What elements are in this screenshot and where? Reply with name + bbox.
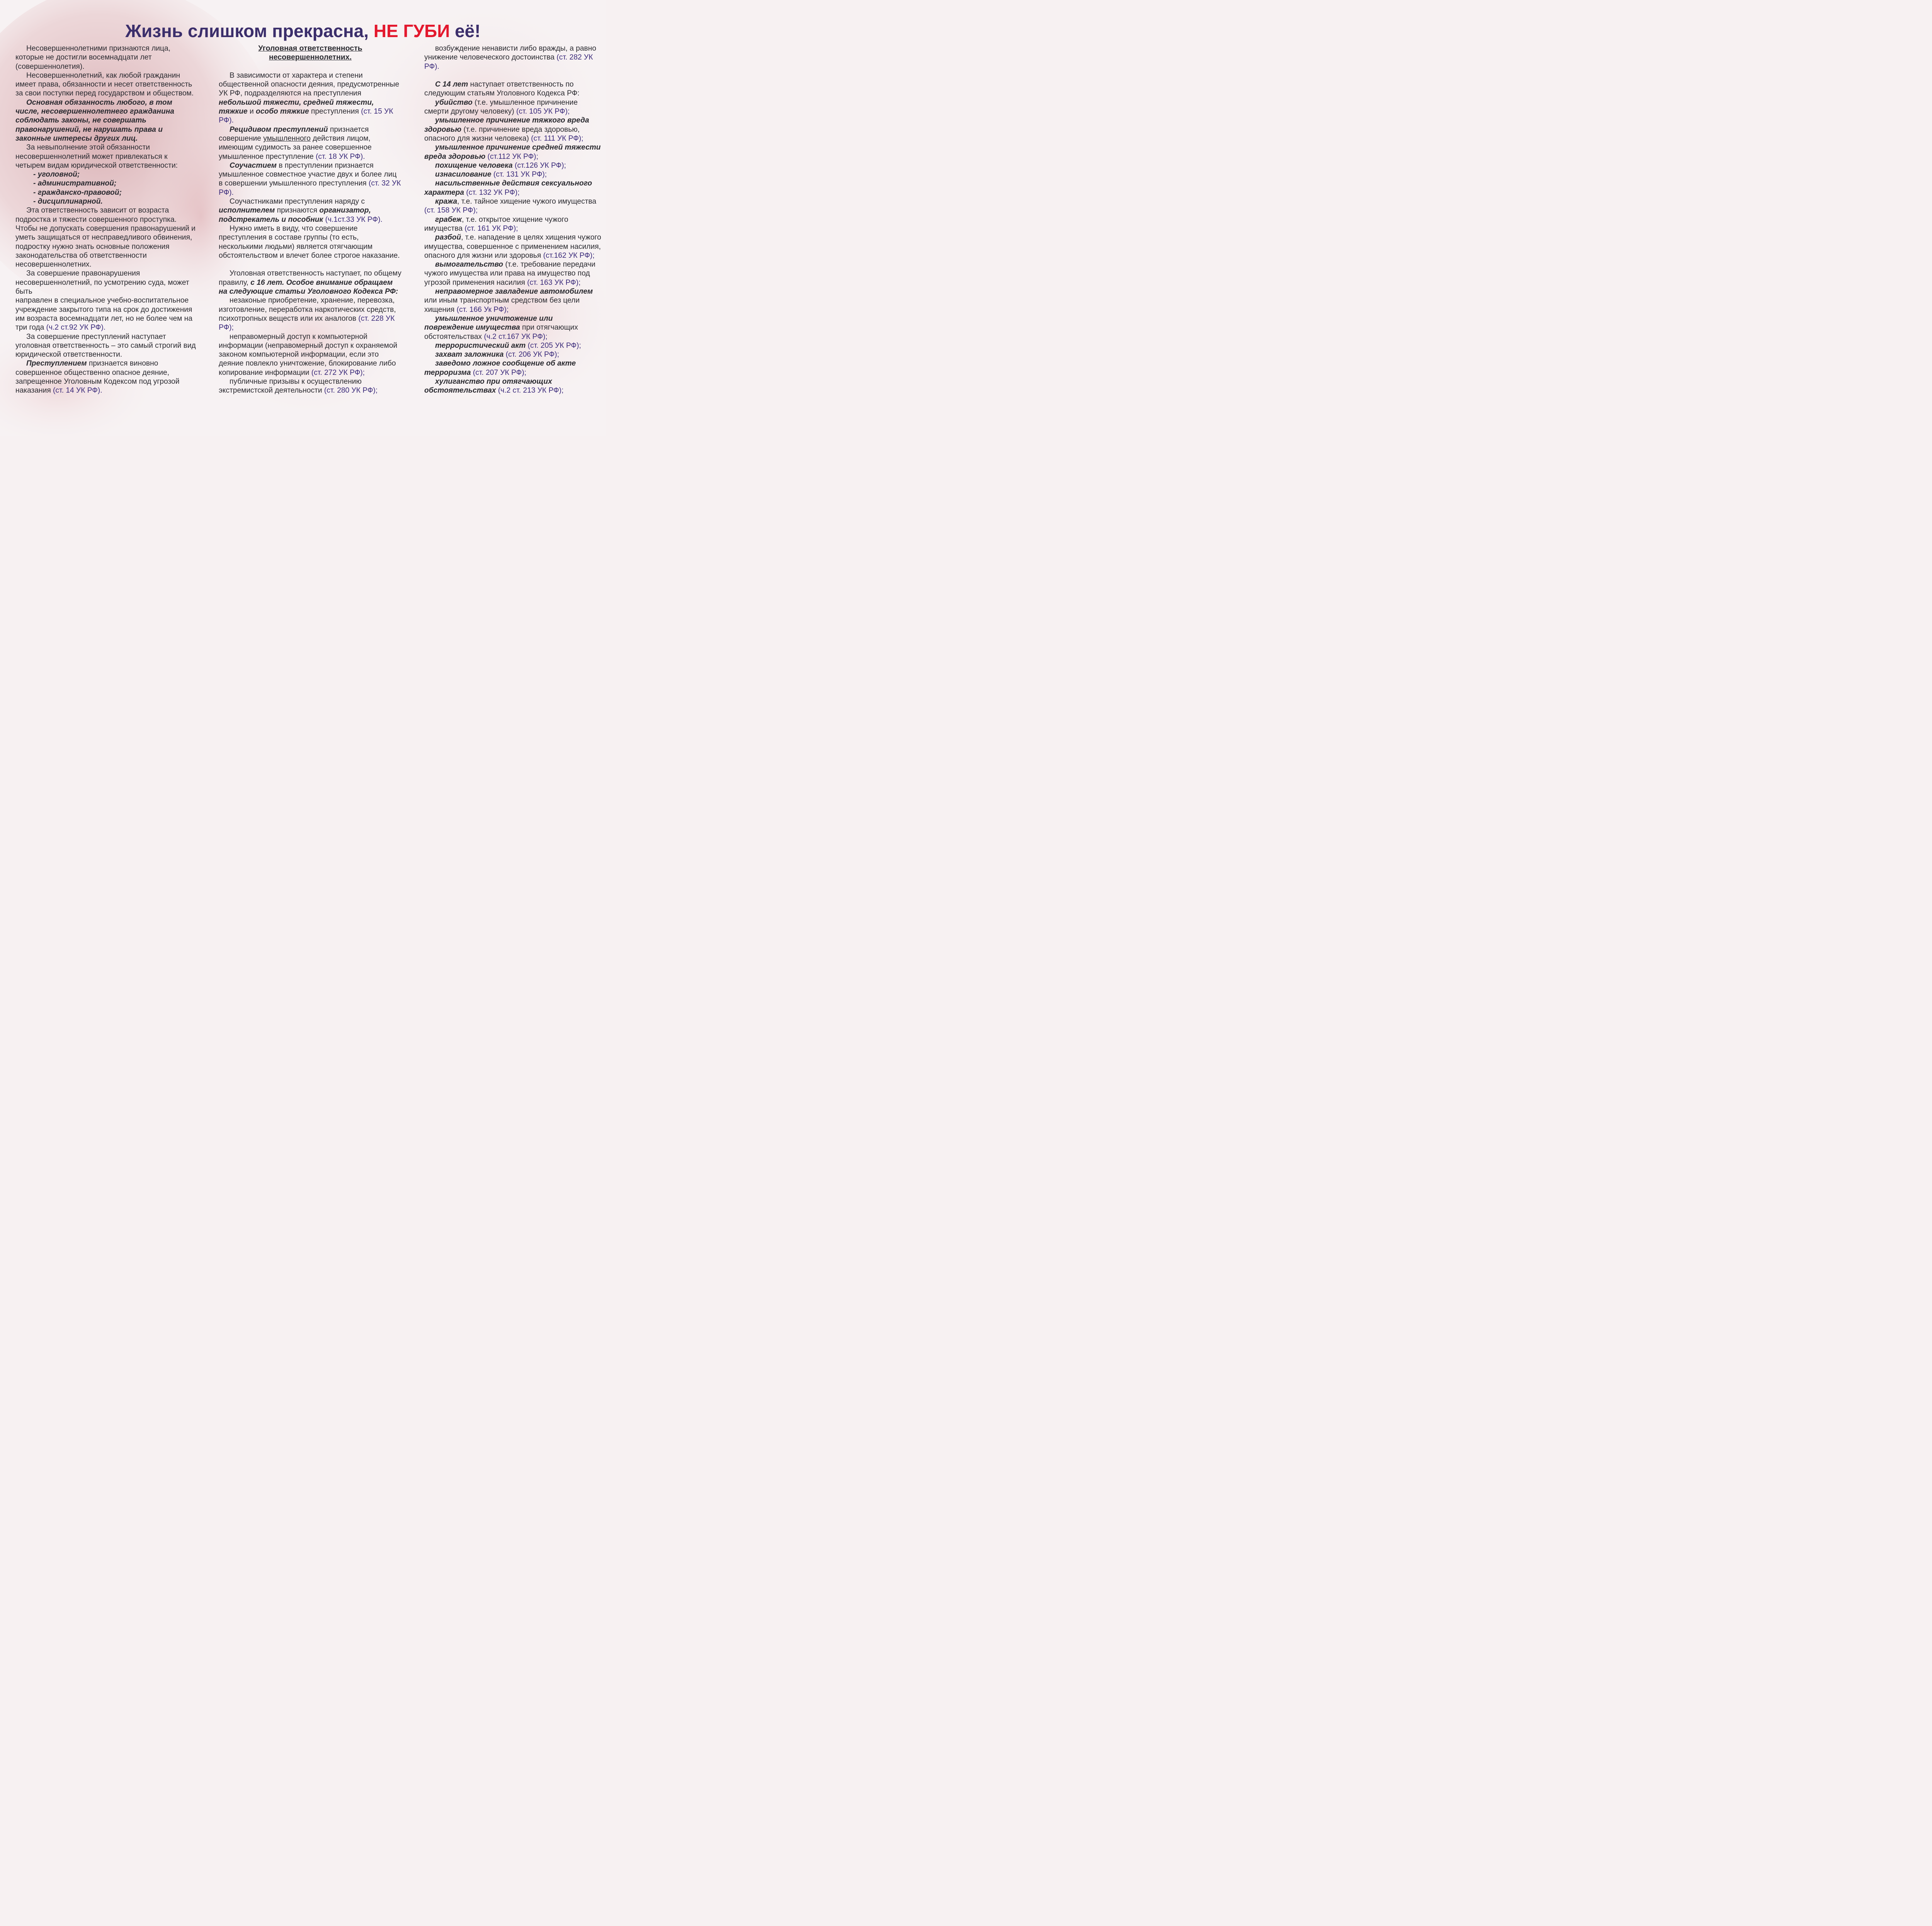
article-reference: (ст. 166 Ук РФ); [456, 305, 509, 314]
page-title: Жизнь слишком прекрасна, НЕ ГУБИ её! [125, 21, 481, 41]
article-reference: (ст. 32 УК РФ). [219, 179, 401, 197]
column-middle [219, 44, 402, 395]
column-right [424, 44, 602, 395]
paragraph: Соучастием в преступлении признается умышленное совместное участие двух и более лиц в совершении умышленного преступления (ст. 32 УК РФ). [219, 161, 401, 197]
list-item: - гражданско-правовой; [33, 188, 122, 197]
section-heading: несовершеннолетних. [269, 53, 352, 62]
article-reference: (ст. 282 УК РФ). [424, 53, 593, 71]
article-reference: (ч.2 ст. 213 УК РФ); [496, 386, 564, 395]
paragraph: незаконые приобретение, хранение, перевозка, изготовление, переработка наркотических средств, психотропных веществ или их аналогов (ст. 228 УК РФ); [219, 296, 396, 332]
list-item: - дисциплинарной. [33, 197, 103, 206]
article-reference: (ст. 205 УК РФ); [526, 341, 581, 350]
article-reference: (ст. 18 УК РФ). [315, 152, 365, 161]
paragraph: В зависимости от характера и степени общественной опасности деяния, предусмотренные УК РФ, подразделяются на преступления небольшой тяжести, средней тяжести, тяжкие и особо тяжкие преступления (ст. 15 УК РФ). [219, 71, 400, 125]
list-item: грабеж, т.е. открытое хищение чужого имущества (ст. 161 УК РФ); [424, 215, 568, 233]
list-item: - уголовной; [33, 170, 80, 179]
article-reference: (ч.2 ст.92 УК РФ). [46, 323, 106, 332]
paragraph: Нужно иметь в виду, что совершение преступления в составе группы (то есть, несколькими людьми) является отягчающим обстоятельством и влечет более строгое наказание. [219, 224, 400, 260]
article-reference: (ст. 228 УК РФ); [219, 314, 395, 332]
article-reference: (ст. 111 УК РФ); [531, 134, 583, 143]
article-reference: (ст. 132 УК РФ); [464, 188, 520, 197]
column-left [15, 44, 197, 395]
article-reference: (ст. 131 УК РФ); [491, 170, 547, 179]
article-reference: (ст.162 УК РФ); [543, 251, 595, 260]
list-item: кража, т.е. тайное хищение чужого имущества (ст. 158 УК РФ); [424, 197, 597, 215]
article-reference: (ст. 105 УК РФ); [516, 107, 570, 116]
paragraph: Уголовная ответственность наступает, по общему правилу, с 16 лет. Особое внимание обращаем на следующие статьи Уголовного Кодекса РФ: [219, 269, 401, 296]
list-item: убийство (т.е. умышленное причинение смерти другому человеку) (ст. 105 УК РФ); [424, 98, 578, 116]
paragraph: Соучастниками преступления наряду с исполнителем признаются организатор, подстрекатель и пособник (ч.1ст.33 УК РФ). [219, 197, 383, 224]
paragraph: За совершение преступлений наступает уголовная ответственность – это самый строгий вид юридической ответственности. [15, 332, 196, 359]
article-reference: (ст. 14 УК РФ). [53, 386, 102, 395]
paragraph: возбуждение ненависти либо вражды, а равно унижение человеческого достоинства (ст. 282 УК РФ). [424, 44, 597, 71]
title-accent: НЕ ГУБИ [373, 21, 450, 41]
list-item: умышленное причинение средней тяжести вреда здоровью (ст.112 УК РФ); [424, 143, 601, 161]
article-reference: (ст.112 УК РФ); [485, 152, 539, 161]
paragraph-emphasis: Основная обязанность любого, в том числе, несовершеннолетнего гражданина соблюдать законы, не совершать правонарушений, не нарушать права и законные интересы других лиц. [15, 98, 174, 143]
paragraph: Несовершеннолетними признаются лица, которые не достигли восемнадцати лет (совершеннолетия). [15, 44, 171, 71]
list-item: неправомерное завладение автомобилем или иным транспортным средством без цели хищения (ст. 166 Ук РФ); [424, 288, 593, 314]
list-item: похищение человека (ст.126 УК РФ); [435, 161, 566, 170]
paragraph: Эта ответственность зависит от возраста подростка и тяжести совершенного проступка. Чтобы не допускать совершения правонарушений и уметь защищаться от несправедливого обвинения, подростку нужно знать основные положения законодательства об ответственности несовершеннолетних. [15, 206, 196, 269]
list-item: насильственные действия сексуального характера (ст. 132 УК РФ); [424, 179, 592, 197]
article-reference: (ч.2 ст.167 УК РФ); [484, 332, 548, 341]
article-reference: (ст. 280 УК РФ); [324, 386, 378, 395]
article-reference: (ст. 158 УК РФ); [424, 206, 478, 215]
list-item: умышленное причинение тяжкого вреда здоровью (т.е. причинение вреда здоровью, опасного для жизни человека) (ст. 111 УК РФ); [424, 116, 589, 143]
article-reference: (ст. 207 УК РФ); [471, 368, 527, 377]
list-item: разбой, т.е. нападение в целях хищения чужого имущества, совершенное с применением насилия, опасного для жизни или здоровья (ст.162 УК РФ); [424, 233, 601, 260]
paragraph: неправомерный доступ к компьютерной информации (неправомерный доступ к охраняемой законом компьютерной информации, если это деяние повлекло уничтожение, блокирование либо копирование информации (ст. 272 УК РФ); [219, 332, 398, 377]
article-reference: (ст. 15 УК РФ). [219, 107, 393, 125]
article-reference: (ч.1ст.33 УК РФ). [325, 215, 383, 224]
paragraph: За невыполнение этой обязанности несовершеннолетний может привлекаться к четырем видам юридической ответственности: [15, 143, 178, 170]
list-item: хулиганство при отягчающих обстоятельствах (ч.2 ст. 213 УК РФ); [424, 377, 564, 395]
paragraph: направлен в специальное учебно-воспитательное учреждение закрытого типа на срок до достижения им возраста восемнадцати лет, но не более чем на три года (ч.2 ст.92 УК РФ). [15, 296, 192, 332]
article-reference: (ст. 163 УК РФ); [527, 278, 581, 287]
paragraph: публичные призывы к осуществлению экстремистской деятельности (ст. 280 УК РФ); [219, 377, 378, 395]
article-reference: (ст.126 УК РФ); [512, 161, 566, 170]
paragraph: С 14 лет наступает ответственность по следующим статьям Уголовного Кодекса РФ: [424, 80, 580, 98]
paragraph: Рецидивом преступлений признается совершение умышленного действия лицом, имеющим судимость за ранее совершенное умышленное преступление (ст. 18 УК РФ). [219, 125, 372, 161]
list-item: умышленное уничтожение или повреждение имущества при отягчающих обстоятельствах (ч.2 ст.167 УК РФ); [424, 314, 578, 341]
article-reference: (ст. 272 УК РФ); [311, 368, 365, 377]
article-reference: (ст. 161 УК РФ); [464, 224, 518, 233]
article-reference: (ст. 206 УК РФ); [503, 350, 560, 359]
list-item: изнасилование (ст. 131 УК РФ); [435, 170, 547, 179]
list-item: захват заложника (ст. 206 УК РФ); [435, 350, 560, 359]
list-item: террористический акт (ст. 205 УК РФ); [435, 341, 581, 350]
section-heading: Уголовная ответственность [258, 44, 362, 53]
paragraph: За совершение правонарушения несовершеннолетний, по усмотрению суда, может быть [15, 269, 189, 296]
list-item: вымогательство (т.е. требование передачи чужого имущества или права на имущество под угрозой применения насилия (ст. 163 УК РФ); [424, 260, 595, 287]
list-item: - административной; [33, 179, 117, 188]
list-item: заведомо ложное сообщение об акте терроризма (ст. 207 УК РФ); [424, 359, 576, 377]
paragraph: Несовершеннолетний, как любой гражданин имеет права, обязанности и несет ответственность за свои поступки перед государством и обществом. [15, 71, 194, 98]
paragraph: Преступлением признается виновно совершенное общественно опасное деяние, запрещенное Уголовным Кодексом под угрозой наказания (ст. 14 УК РФ). [15, 359, 180, 395]
